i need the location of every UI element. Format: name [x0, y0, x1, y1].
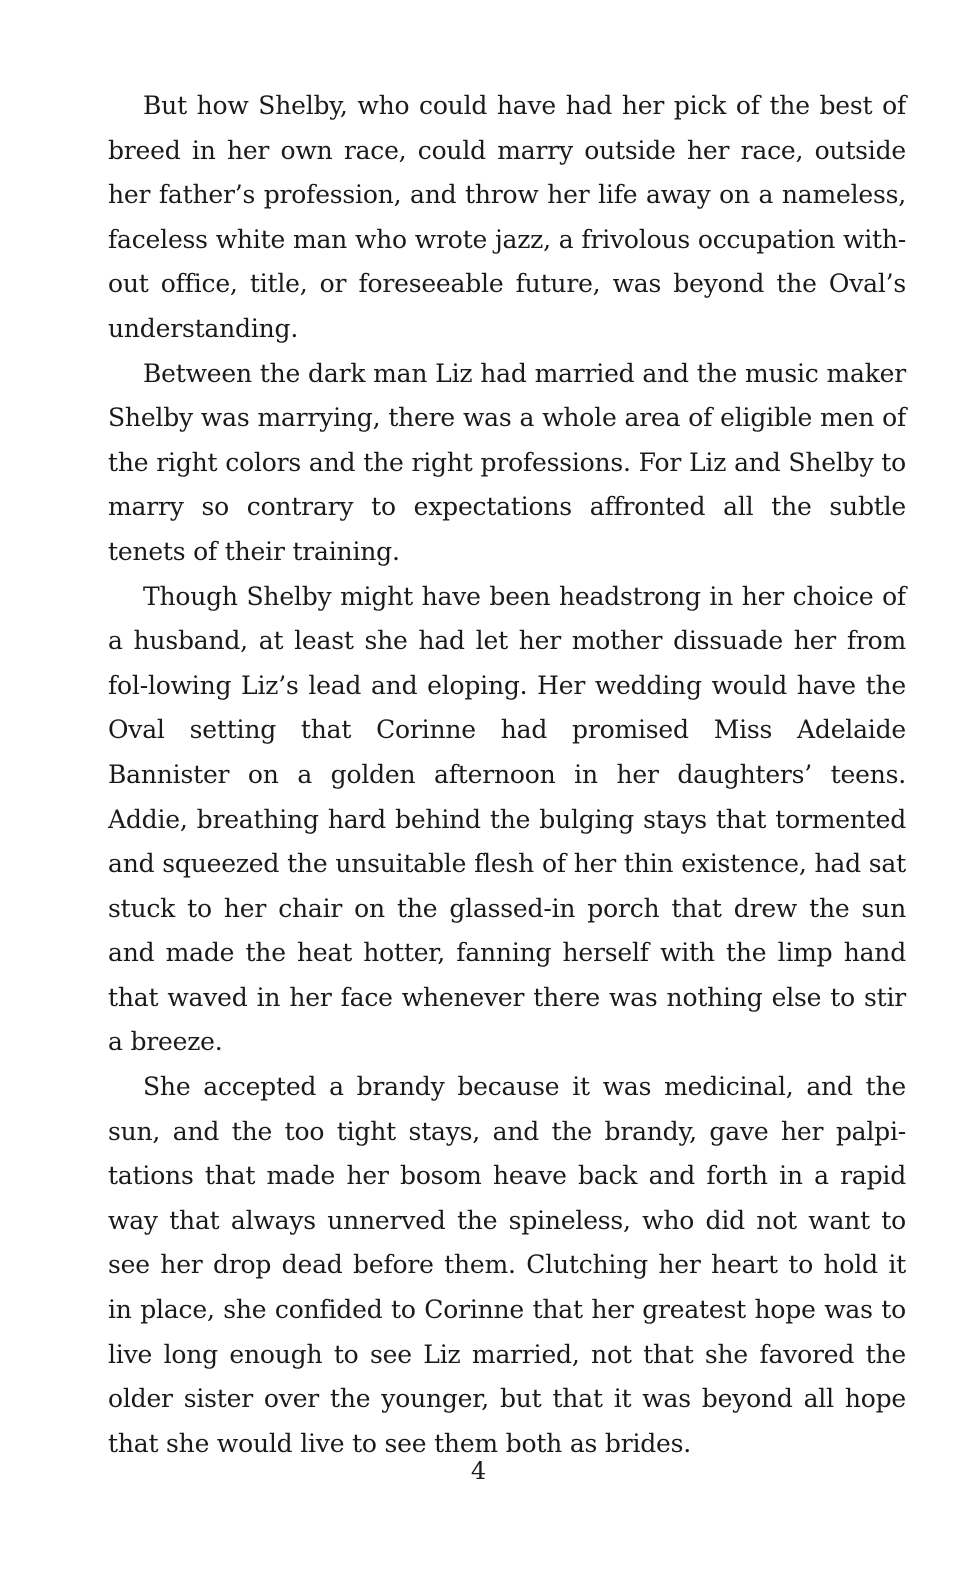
body-text: [108, 84, 906, 1466]
page-number: 4: [470, 1457, 487, 1485]
paragraph-4: She accepted a brandy because it was medicinal, and the sun, and the too tight stays, and the brandy, gave her palpi-tations that made her bosom heave back and forth in a rapid way that always unnerved the spineless, who did not want to see her drop dead before them. Clutching her heart to hold it in place, she confided to Corinne that her greatest hope was to live long enough to see Liz married, not that she favored the older sister over the younger, but that it was beyond all hope that she would live to see them both as brides.: [108, 1072, 906, 1458]
paragraph-1: But how Shelby, who could have had her pick of the best of breed in her own race, could marry outside her race, outside her father’s profession, and throw her life away on a nameless, faceless white man who wrote jazz, a frivolous occupation with-out office, title, or foreseeable future, was beyond the Oval’s understanding.: [108, 91, 906, 343]
paragraph-3: Though Shelby might have been headstrong in her choice of a husband, at least she had let her mother dissuade her from fol-lowing Liz’s lead and eloping. Her wedding would have the Oval setting that Corinne had promised Miss Adelaide Bannister on a golden afternoon in her daughters’ teens. Addie, breathing hard behind the bulging stays that tormented and squeezed the unsuitable flesh of her thin existence, had sat stuck to her chair on the glassed-in porch that drew the sun and made the heat hotter, fanning herself with the limp hand that waved in her face whenever there was nothing else to stir a breeze.: [108, 581, 906, 1057]
paragraph-2: Between the dark man Liz had married and the music maker Shelby was marrying, there was a whole area of eligible men of the right colors and the right professions. For Liz and Shelby to marry so contrary to expectations affronted all the subtle tenets of their training.: [108, 358, 906, 566]
